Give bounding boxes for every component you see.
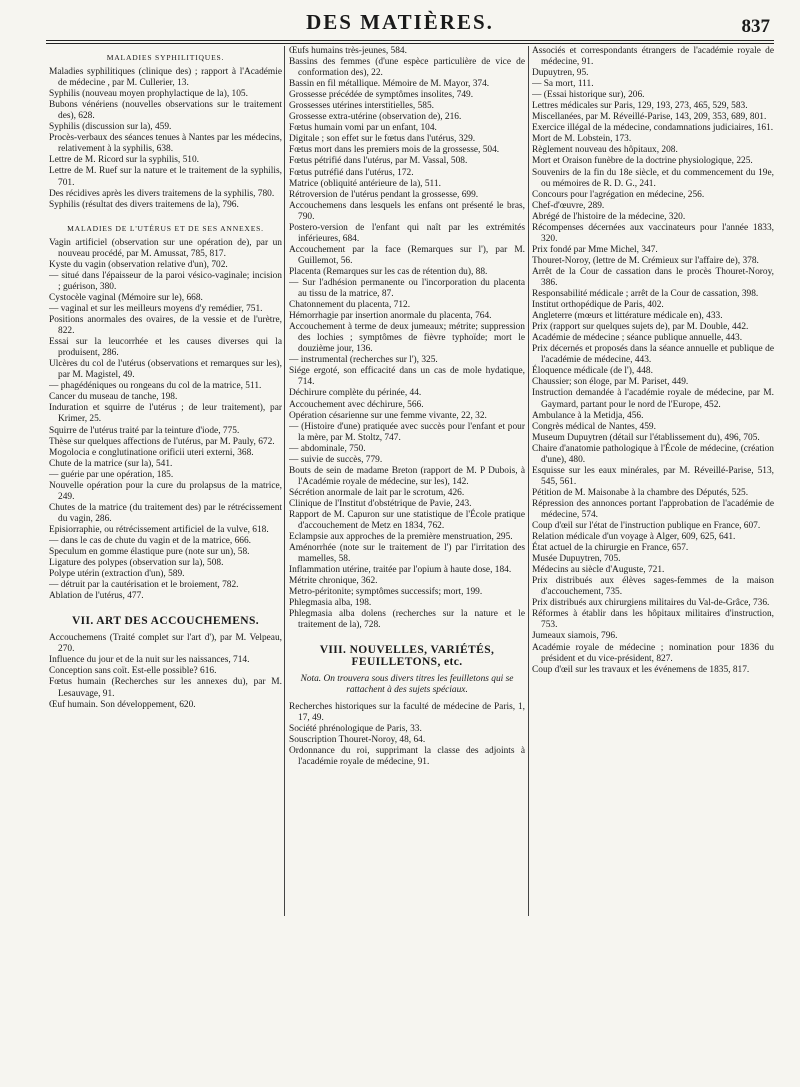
index-entry: Angleterre (mœurs et littérature médicale en), 433. [532,311,723,322]
index-entry: — situé dans l'épaisseur de la paroi vésico-vaginale; incision ; guérison, 380. [49,270,282,292]
index-entry: Lettre de M. Ricord sur la syphilis, 510. [49,155,199,166]
index-entry: Sécrétion anormale de lait par le scrotum, 426. [289,487,465,498]
index-entry: — détruit par la cautérisation et le broiement, 782. [49,580,239,591]
index-column-middle [289,46,525,916]
index-entry: Syphilis (résultat des divers traitemens de la), 796. [49,199,239,210]
index-entry: Musée Dupuytren, 705. [532,554,621,565]
index-entry: Société phrénologique de Paris, 33. [289,723,422,734]
index-entry: — Sa mort, 111. [532,79,594,90]
index-entry: Speculum en gomme élastique pure (note sur un), 58. [49,547,250,558]
index-entry: Mort et Oraison funèbre de la doctrine physiologique, 225. [532,156,753,167]
index-column-left [49,46,282,916]
index-entry: Répression des annonces portant l'approbation de l'académie de médecine, 574. [532,498,774,520]
index-entry: Vagin artificiel (observation sur une opération de), par un nouveau procédé, par M. Amussat, 785, 817. [49,237,282,259]
index-entry: — abdominale, 750. [289,443,366,454]
index-entry: Siége ergoté, son efficacité dans un cas de mole hydatique, 714. [289,366,525,388]
index-entry: Exercice illégal de la médecine, condamnations judiciaires, 161. [532,123,774,134]
index-entry: — (Essai historique sur), 206. [532,90,645,101]
index-entry: Mort de M. Lobstein, 173. [532,134,632,145]
index-entry: Positions anormales des ovaires, de la vessie et de l'urètre, 822. [49,315,282,337]
index-entry: Souvenirs de la fin du 18e siècle, et du commencement du 19e, ou mémoires de R. D. G., 241. [532,167,774,189]
index-entry: Metro-péritonite; symptômes successifs; mort, 199. [289,587,483,598]
index-entry: — dans le cas de chute du vagin et de la matrice, 666. [49,535,252,546]
index-entry: Prix fondé par Mme Michel, 347. [532,244,658,255]
index-entry: Mogolocia e conglutinatione orificii uteri externi, 368. [49,447,254,458]
index-entry: Phlegmasia alba dolens (recherches sur la nature et le traitement de la), 728. [289,609,525,631]
index-entry: Associés et correspondants étrangers de l'académie royale de médecine, 91. [532,46,774,68]
index-entry: Aménorrhée (note sur le traitement de l') par l'irritation des mamelles, 58. [289,543,525,565]
index-entry: Œuf humain. Son développement, 620. [49,699,196,710]
index-entry: Kyste du vagin (observation relative d'un), 702. [49,259,228,270]
index-entry: Chef-d'œuvre, 289. [532,200,605,211]
index-entry: Accouchement par la face (Remarques sur l'), par M. Guillemot, 56. [289,244,525,266]
entry-list [49,633,282,710]
index-entry: Ordonnance du roi, supprimant la classe des adjoints à l'académie royale de médecine, 91. [289,745,525,767]
index-entry: Lettre de M. Ruef sur la nature et le traitement de la syphilis, 701. [49,166,282,188]
index-entry: Coup d'œil sur l'état de l'instruction publique en France, 607. [532,521,761,532]
index-entry: Chaussier; son éloge, par M. Pariset, 449. [532,377,689,388]
index-entry: Abrégé de l'histoire de la médecine, 320. [532,211,686,222]
index-entry: Squirre de l'utérus traité par la teinture d'iode, 775. [49,425,240,436]
index-entry: Syphilis (nouveau moyen prophylactique de la), 105. [49,89,248,100]
page-number: 837 [741,16,770,37]
index-entry: Bassin en fil métallique. Mémoire de M. Mayor, 374. [289,79,490,90]
header-rule [46,40,774,44]
chapter-heading: VII. ART DES ACCOUCHEMENS. [71,615,260,628]
entry-list [49,238,282,603]
index-entry: Ligature des polypes (observation sur la), 508. [49,558,224,569]
index-entry: Relation médicale d'un voyage à Alger, 609, 625, 641. [532,532,736,543]
index-entry: Ambulance à la Metidja, 456. [532,410,644,421]
index-entry: Coup d'œil sur les travaux et les événemens de 1835, 817. [532,664,750,675]
index-entry: Congrès médical de Nantes, 459. [532,421,656,432]
index-entry: Accouchement avec déchirure, 566. [289,399,424,410]
index-entry: Museum Dupuytren (détail sur l'établissement du), 496, 705. [532,432,760,443]
index-entry: Ablation de l'utérus, 477. [49,591,144,602]
index-entry: Chutes de la matrice (du traitement des) par le rétrécissement du vagin, 286. [49,502,282,524]
index-entry: Accouchement à terme de deux jumeaux; métrite; suppression des lochies ; symptômes de fièvre typhoïde; mort le douzième jour, 136. [289,322,525,355]
index-entry: Grossesse précédée de symptômes insolites, 749. [289,90,474,101]
column-divider [528,46,529,916]
index-entry: — vaginal et sur les meilleurs moyens d'y remédier, 751. [49,303,263,314]
index-entry: Dupuytren, 95. [532,68,589,79]
index-entry: Thouret-Noroy, (lettre de M. Crémieux sur l'affaire de), 378. [532,255,759,266]
index-entry: Grossesse extra-utérine (observation de), 216. [289,112,462,123]
index-entry: Responsabilité médicale ; arrêt de la Cour de cassation, 398. [532,289,759,300]
index-entry: Rétroversion de l'utérus pendant la grossesse, 699. [289,189,479,200]
index-entry: — phagédéniques ou rongeans du col de la matrice, 511. [49,381,262,392]
index-entry: — instrumental (recherches sur l'), 325. [289,355,438,366]
index-entry: Postero-version de l'enfant qui naît par les extrémités inférieures, 684. [289,222,525,244]
column-divider [284,46,285,916]
index-entry: Prix distribués aux élèves sages-femmes de la maison d'accouchement, 735. [532,576,774,598]
index-entry: Rapport de M. Capuron sur une statistique de l'École pratique d'accouchement de Metz en 1834, 762. [289,509,525,532]
index-entry: Episiorraphie, ou rétrécissement artificiel de la vulve, 618. [49,524,269,535]
entry-list [532,46,774,676]
index-entry: Instruction demandée à l'académie royale de médecine, par M. Gaymard, partant pour le nord de l'Europe, 452. [532,388,774,410]
section-heading: MALADIES DE L'UTÉRUS ET DE SES ANNEXES. [67,223,264,233]
index-entry: Placenta (Remarques sur les cas de rétention du), 88. [289,266,488,277]
index-entry: Thèse sur quelques affections de l'utérus, par M. Pauly, 672. [49,436,275,447]
index-entry: Fœtus mort dans les premiers mois de la grossesse, 504. [289,145,500,156]
entry-list [289,46,525,631]
index-entry: Fœtus humain vomi par un enfant, 104. [289,123,437,134]
index-entry: Fœtus putréfié dans l'utérus, 172. [289,167,414,178]
index-entry: Prix (rapport sur quelques sujets de), par M. Double, 442. [532,322,749,333]
index-entry: Esquisse sur les eaux minérales, par M. Réveillé-Parise, 513, 545, 561. [532,465,774,487]
index-entry: Prix distribués aux chirurgiens militaires du Val-de-Grâce, 736. [532,598,770,609]
index-entry: Accouchemens (Traité complet sur l'art d'), par M. Velpeau, 270. [49,633,282,655]
index-entry: Arrêt de la Cour de cassation dans le procès Thouret-Noroy, 386. [532,266,774,288]
index-entry: — suivie de succès, 779. [289,454,383,465]
index-entry: Jumeaux siamois, 796. [532,631,618,642]
index-entry: Académie royale de médecine ; nomination pour 1836 du président et du vice-président, 827. [532,642,774,664]
index-entry: Essai sur la leucorrhée et les causes diverses qui la produisent, 286. [49,337,282,359]
index-entry: Éloquence médicale (de l'), 448. [532,366,653,377]
index-entry: Syphilis (discussion sur la), 459. [49,122,172,133]
index-entry: Lettres médicales sur Paris, 129, 193, 273, 465, 529, 583. [532,101,748,112]
index-entry: Bouts de sein de madame Breton (rapport de M. P Dubois, à l'Académie royale de médecine, sur les), 142. [289,465,525,487]
index-entry: Influence du jour et de la nuit sur les naissances, 714. [49,655,250,666]
index-entry: Phlegmasia alba, 198. [289,598,372,609]
index-entry: Nouvelle opération pour la cure du prolapsus de la matrice, 249. [49,480,282,502]
index-entry: Inflammation utérine, traitée par l'opium à haute dose, 184. [289,565,512,576]
index-entry: Cystocèle vaginal (Mémoire sur le), 668. [49,292,203,303]
index-entry: Matrice (obliquité antérieure de la), 511. [289,178,441,189]
index-entry: Chute de la matrice (sur la), 541. [49,458,173,469]
index-entry: Polype utérin (extraction d'un), 589. [49,569,185,580]
section-heading: MALADIES SYPHILITIQUES. [106,53,225,62]
index-entry: Procès-verbaux des séances tenues à Nantes par les médecins, relativement à la syphilis, 638. [49,133,282,155]
index-entry: Concours pour l'agrégation en médecine, 256. [532,189,705,200]
entry-list [289,702,525,768]
index-entry: Réformes à établir dans les hôpitaux militaires d'instruction, 753. [532,609,774,631]
index-entry: Cancer du museau de tanche, 198. [49,392,178,403]
index-entry: Conception sans coït. Est-elle possible? 616. [49,666,217,677]
index-entry: Règlement nouveau des hôpitaux, 208. [532,145,678,156]
index-entry: Institut orthopédique de Paris, 402. [532,300,664,311]
index-entry: Prix décernés et proposés dans la séance annuelle et publique de l'académie de médecine, 443. [532,344,774,366]
index-entry: Des récidives après les divers traitemens de la syphilis, 780. [49,188,275,199]
index-entry: Bubons vénériens (nouvelles observations sur le traitement des), 628. [49,100,282,122]
nota-note: Nota. On trouvera sous divers titres les feuilletons qui se rattachent à des sujets spéciaux. [300,673,514,695]
index-entry: — Sur l'adhésion permanente ou l'incorporation du placenta au tissu de la matrice, 87. [289,277,525,300]
running-head [0,6,800,40]
index-entry: Chaire d'anatomie pathologique à l'École de médecine, (création d'une), 480. [532,443,774,465]
index-entry: Clinique de l'Institut d'obstétrique de Pavie, 243. [289,498,472,509]
index-entry: Grossesses utérines interstitielles, 585. [289,101,435,112]
index-entry: Bassins des femmes (d'une espèce particulière de vice de conformation des), 22. [289,57,525,79]
index-entry: Miscellanées, par M. Réveillé-Parise, 143, 209, 353, 689, 801. [532,112,767,123]
entry-list [49,67,282,211]
index-entry: — guérie par une opération, 185. [49,469,174,480]
index-entry: Fœtus humain (Recherches sur les annexes du), par M. Lesauvage, 91. [49,677,282,699]
index-entry: — (Histoire d'une) pratiquée avec succès pour l'enfant et pour la mère, par M. Stoltz, 747. [289,421,525,443]
index-entry: Fœtus pétrifié dans l'utérus, par M. Vassal, 508. [289,156,468,167]
index-entry: Chatonnement du placenta, 712. [289,300,411,311]
index-entry: État actuel de la chirurgie en France, 657. [532,543,689,554]
chapter-heading: VIII. NOUVELLES, VARIÉTÉS, FEUILLETONS, etc. [319,644,495,668]
index-entry: Induration et squirre de l'utérus ; de leur traitement), par Krimer, 25. [49,403,282,425]
index-entry: Médecins au siècle d'Auguste, 721. [532,565,665,576]
index-entry: Récompenses décernées aux vaccinateurs pour l'année 1833, 320. [532,222,774,244]
index-entry: Souscription Thouret-Noroy, 48, 64. [289,734,426,745]
index-entry: Académie de médecine ; séance publique annuelle, 443. [532,333,743,344]
index-entry: Hémorrhagie par insertion anormale du placenta, 764. [289,311,492,322]
index-entry: Pétition de M. Maisonabe à la chambre des Députés, 525. [532,487,749,498]
index-entry: Digitale ; son effet sur le fœtus dans l'utérus, 329. [289,134,476,145]
index-entry: Maladies syphilitiques (clinique des) ; rapport à l'Académie de médecine , par M. Cullerier, 13. [49,67,282,89]
running-title: DES MATIÈRES. [306,10,494,34]
index-entry: Ulcères du col de l'utérus (observations et remarques sur les), par M. Magistel, 49. [49,359,282,381]
index-entry: Métrite chronique, 362. [289,576,378,587]
index-entry: Opération césarienne sur une femme vivante, 22, 32. [289,410,487,421]
index-entry: Accouchemens dans lesquels les enfans ont présenté le bras, 790. [289,200,525,222]
index-entry: Déchirure complète du périnée, 44. [289,388,422,399]
index-entry: Eclampsie aux approches de la première menstruation, 295. [289,532,513,543]
index-column-right [532,46,774,916]
index-entry: Œufs humains très-jeunes, 584. [289,46,407,56]
index-entry: Recherches historiques sur la faculté de médecine de Paris, 1, 17, 49. [289,701,525,723]
